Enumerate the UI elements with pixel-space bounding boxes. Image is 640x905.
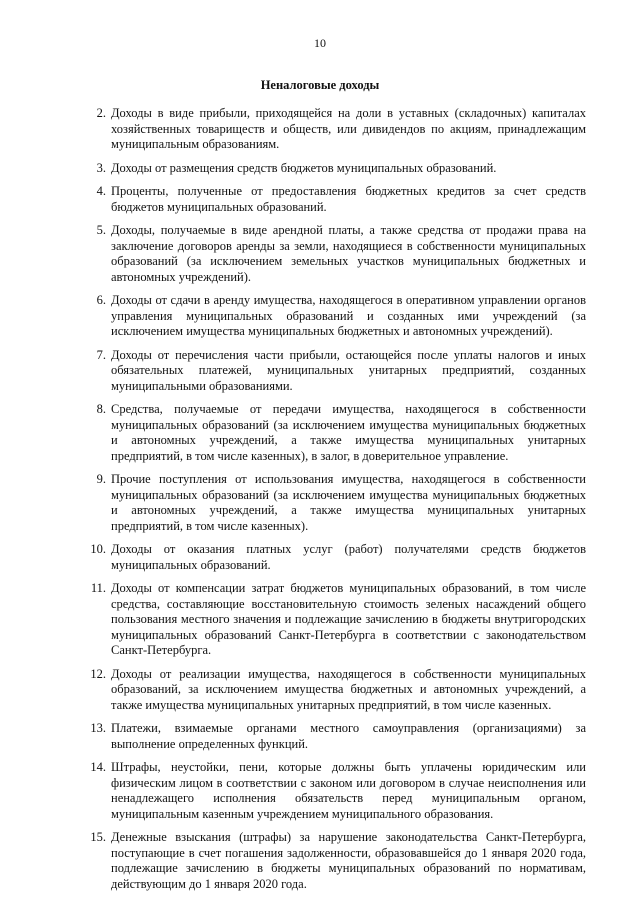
item-number: 5.: [96, 223, 106, 237]
item-number: 7.: [96, 347, 106, 362]
item-number: 13.: [90, 721, 106, 735]
list-item: [78, 581, 586, 659]
revenue-list: [78, 106, 586, 900]
item-number: 4.: [96, 184, 106, 198]
list-item: [78, 472, 586, 534]
item-text: Доходы в виде прибыли, приходящейся на доли в уставных (складочных) капиталах хозяйственных товариществ и обществ, или дивидендов по акциям, принадлежащим муниципальным образованиям.: [111, 106, 586, 151]
item-number: 15.: [90, 830, 106, 844]
list-item: [78, 161, 586, 177]
item-number: 10.: [90, 542, 106, 556]
item-number: 12.: [90, 666, 106, 681]
item-text: Прочие поступления от использования имущества, находящегося в собственности муниципальных образований (за исключением имущества муниципальных бюджетных и автономных учреждений, а также имущества муниципальных унитарных предприятий, в том числе казенных).: [111, 472, 586, 533]
item-number: 14.: [90, 760, 106, 774]
list-item: [78, 223, 586, 285]
list-item: [78, 402, 586, 464]
item-number: 11.: [90, 581, 106, 595]
list-item: [78, 293, 586, 340]
item-text: Денежные взыскания (штрафы) за нарушение законодательства Санкт-Петербурга, поступающие в счет погашения задолженности, образовавшейся до 1 января 2020 года, подлежащие зачислению в бюджеты муниципальных образований по нормативам, действующим до 1 января 2020 года.: [111, 830, 586, 891]
list-item: [78, 760, 586, 822]
item-number: 6.: [96, 293, 106, 307]
list-item: [78, 106, 586, 153]
item-number: 2.: [96, 106, 106, 120]
list-item: [78, 830, 586, 892]
item-text: Доходы от размещения средств бюджетов муниципальных образований.: [111, 160, 497, 175]
list-item: [78, 542, 586, 573]
section-heading: Неналоговые доходы: [260, 78, 380, 92]
item-number: 8.: [96, 402, 106, 416]
item-text: Доходы от перечисления части прибыли, остающейся после уплаты налогов и иных обязательных платежей, муниципальных унитарных предприятий, созданных муниципальными образованиями.: [111, 347, 586, 393]
item-text: Доходы от компенсации затрат бюджетов муниципальных образований, в том числе средства, составляющие восстановительную стоимость зеленых насаждений общего пользования местного значения и подлежащие зачислению в бюджеты внутригородских муниципальных образований Санкт-Петербурга в соответствии с законодательством Санкт-Петербурга.: [111, 581, 586, 657]
list-item: [78, 348, 586, 395]
list-item: [78, 721, 586, 752]
item-text: Проценты, полученные от предоставления бюджетных кредитов за счет средств бюджетов муниципальных образований.: [111, 184, 586, 214]
item-text: Доходы от реализации имущества, находящегося в собственности муниципальных образований, за исключением имущества бюджетных и автономных учреждений, а также имущества муниципальных унитарных предприятий, в том числе казенных.: [111, 666, 586, 712]
item-number: 9.: [96, 472, 106, 486]
page-number: 10: [314, 36, 326, 50]
list-item: [78, 667, 586, 714]
item-text: Доходы от сдачи в аренду имущества, находящегося в оперативном управлении органов управления муниципальных образований и созданных ими учреждений (за исключением имущества муниципальных бюджетных и автономных учреждений).: [111, 293, 586, 338]
item-text: Штрафы, неустойки, пени, которые должны быть уплачены юридическим или физическим лицом в соответствии с законом или договором в случае неисполнения или ненадлежащего исполнения обязательств перед муниципальным органом, муниципальным казенным учреждением муниципального образования.: [111, 760, 586, 821]
list-item: [78, 184, 586, 215]
item-number: 3.: [96, 160, 106, 175]
item-text: Доходы от оказания платных услуг (работ) получателями средств бюджетов муниципальных образований.: [111, 542, 586, 572]
item-text: Средства, получаемые от передачи имущества, находящегося в собственности муниципальных образований (за исключением имущества муниципальных бюджетных и автономных учреждений, а также имущества муниципальных унитарных предприятий, в том числе казенных), в залог, в доверительное управление.: [111, 402, 586, 463]
item-text: Доходы, получаемые в виде арендной платы, а также средства от продажи права на заключение договоров аренды за земли, находящиеся в собственности муниципальных образований (за исключением земельных участков муниципальных бюджетных и автономных учреждений).: [111, 223, 586, 284]
item-text: Платежи, взимаемые органами местного самоуправления (организациями) за выполнение определенных функций.: [111, 721, 586, 751]
